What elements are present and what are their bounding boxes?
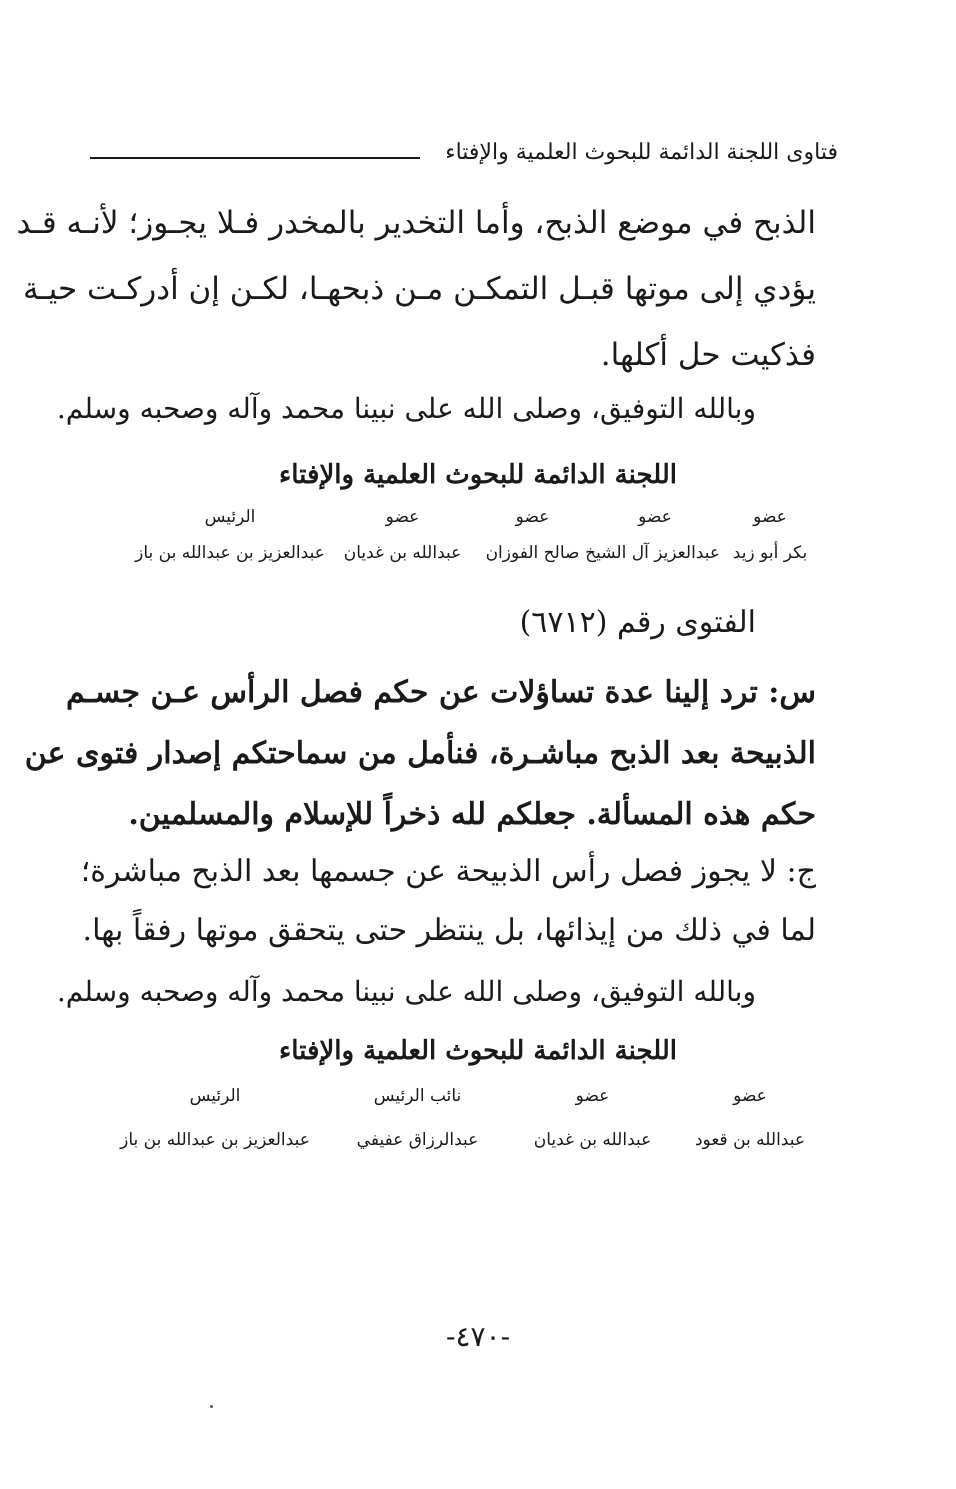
question-line: س: ترد إلينا عدة تساؤلات عن حكم فصل الرأس عـن جسـم (65, 675, 816, 710)
signatory-names-row (100, 543, 820, 563)
signatory-name: عبدالعزيز بن عبدالله بن باز (120, 1130, 310, 1150)
speck-mark (210, 1405, 213, 1408)
paragraph-line: يؤدي إلى موتها قبـل التمكـن مـن ذبحهـا، لكـن إن أدركـت حيـة (22, 271, 816, 307)
question-line: حكم هذه المسألة. جعلكم لله ذخراً للإسلام والمسلمين. (128, 797, 816, 832)
signatory-role: نائب الرئيس (373, 1086, 462, 1106)
committee-heading: اللجنة الدائمة للبحوث العلمية والإفتاء (279, 1036, 677, 1066)
signatory-role: عضو (733, 1086, 767, 1106)
signatory-roles-row (100, 1086, 820, 1106)
header-rule (90, 157, 420, 159)
signatory-roles-row (100, 507, 820, 527)
running-head: فتاوى اللجنة الدائمة للبحوث العلمية والإفتاء (445, 140, 838, 165)
signatory-name: عبدالعزيز بن عبدالله بن باز (135, 543, 325, 563)
closing-formula: وبالله التوفيق، وصلى الله على نبينا محمد وآله وصحبه وسلم. (56, 392, 756, 425)
signatory-name: عبدالله بن غديان (533, 1130, 652, 1150)
signatory-role: عضو (515, 507, 550, 527)
closing-formula: وبالله التوفيق، وصلى الله على نبينا محمد وآله وصحبه وسلم. (56, 975, 756, 1008)
continuation-paragraph (16, 190, 816, 388)
signatory-role: عضو (385, 507, 420, 527)
fatwa-number: الفتوى رقم (٦٧١٢) (519, 605, 756, 640)
signatory-name: صالح الفوزان (485, 543, 580, 563)
signatory-name: عبدالله بن قعود (694, 1130, 805, 1150)
answer-line: ج: لا يجوز فصل رأس الذبيحة عن جسمها بعد الذبح مباشرة؛ (80, 854, 816, 889)
answer-line: لما في ذلك من إيذائها، بل ينتظر حتى يتحقق موتها رفقاً بها. (82, 913, 816, 948)
question-paragraph (24, 662, 816, 845)
committee-heading: اللجنة الدائمة للبحوث العلمية والإفتاء (279, 460, 677, 490)
signatory-name: عبدالله بن غديان (343, 543, 462, 563)
signatory-role: عضو (575, 1086, 610, 1106)
signatory-name: عبدالرزاق عفيفي (356, 1130, 479, 1150)
paragraph-line: فذكيت حل أكلها. (600, 337, 816, 373)
signatory-role: الرئيس (189, 1086, 241, 1106)
signatory-names-row (100, 1130, 820, 1150)
signatory-role: الرئيس (204, 507, 256, 527)
signatory-role: عضو (753, 507, 787, 527)
paragraph-line: الذبح في موضع الذبح، وأما التخدير بالمخدر فـلا يجـوز؛ لأنـه قـد (16, 205, 816, 241)
question-line: الذبيحة بعد الذبح مباشـرة، فنأمل من سماحتكم إصدار فتوى عن (24, 736, 816, 771)
answer-paragraph (80, 842, 816, 960)
page-number: -٤٧٠- (445, 1320, 511, 1353)
signatory-name: عبدالعزيز آل الشيخ (585, 543, 720, 563)
signatory-role: عضو (638, 507, 672, 527)
signatory-name: بكر أبو زيد (732, 543, 808, 563)
